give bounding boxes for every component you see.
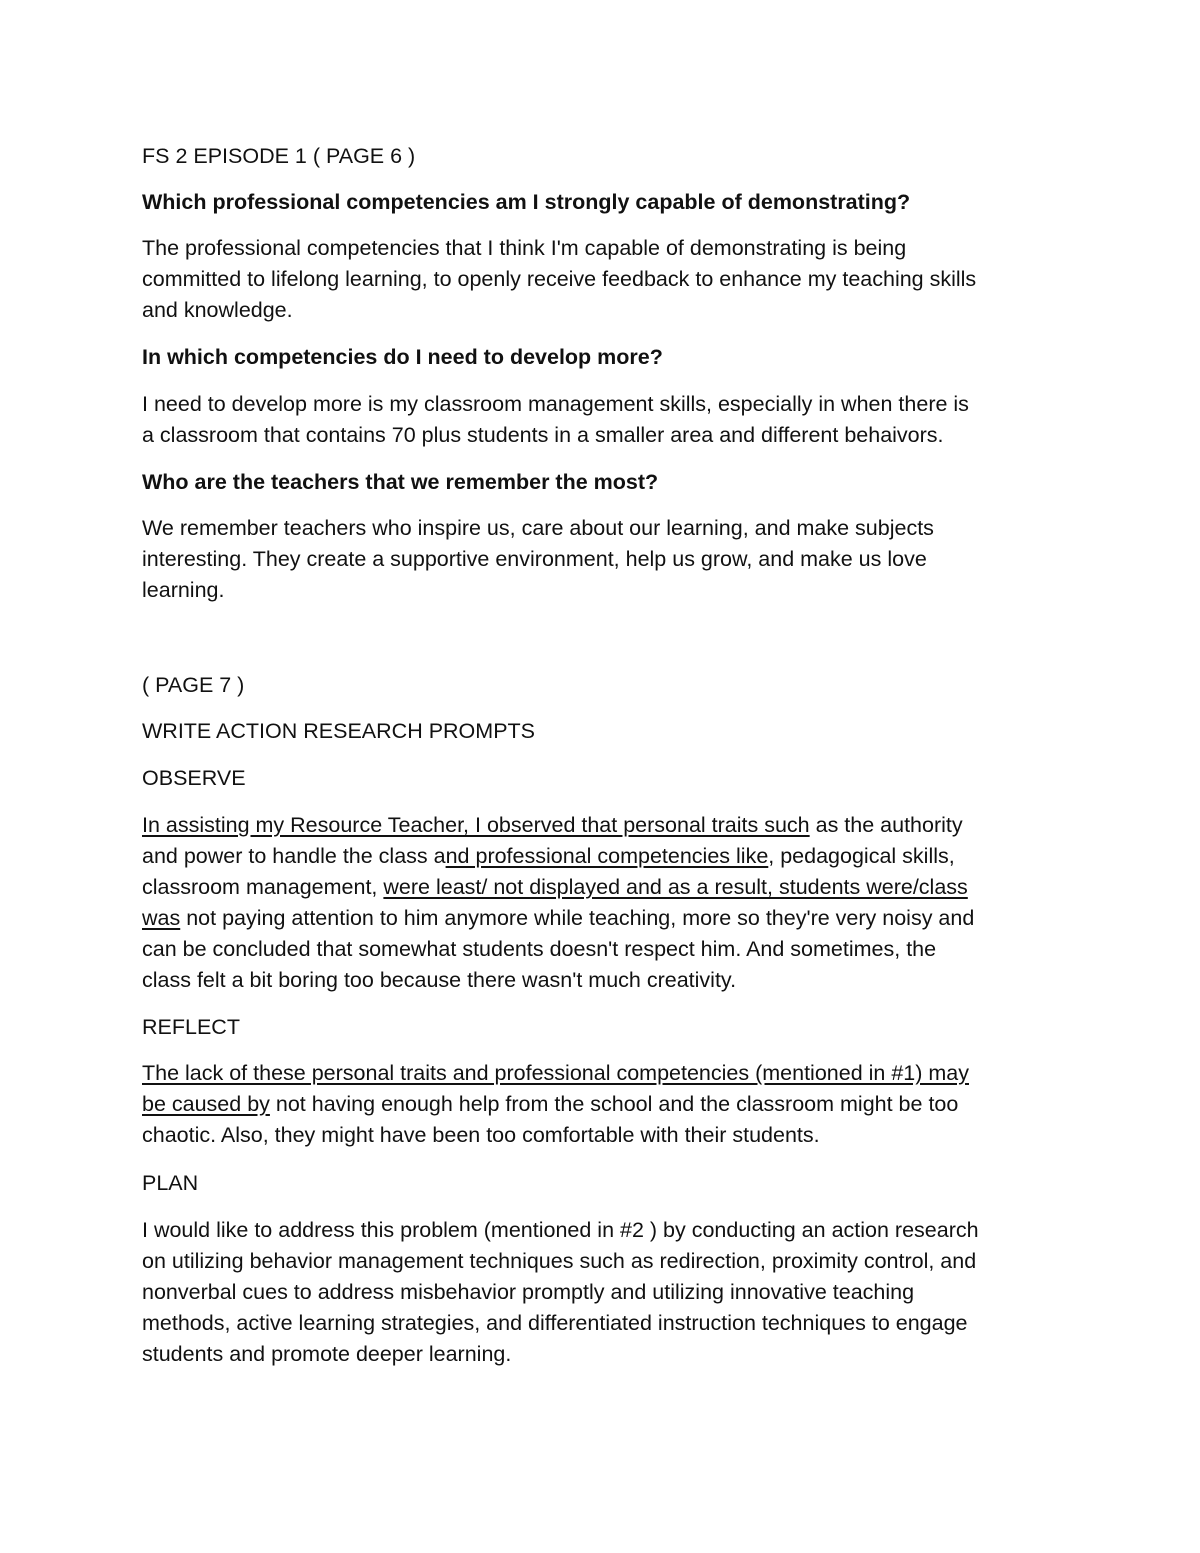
observe-line: class felt a bit boring too because there wasn't much creativity. — [142, 968, 737, 992]
plan-heading: PLAN — [142, 1171, 199, 1195]
plain-text: classroom management, — [142, 875, 384, 899]
observe-line — [142, 810, 1062, 841]
plan-line: students and promote deeper learning. — [142, 1342, 512, 1366]
observe-heading: OBSERVE — [142, 766, 246, 790]
plan-line: nonverbal cues to address misbehavior promptly and utilizing innovative teaching — [142, 1280, 915, 1304]
observe-line — [142, 903, 1062, 934]
underlined-text: In assisting my Resource Teacher, I observed that personal traits such — [142, 813, 810, 837]
answer-3-line: interesting. They create a supportive environment, help us grow, and make us love — [142, 547, 927, 571]
observe-line — [142, 841, 1062, 872]
answer-3 — [142, 513, 1062, 606]
answer-2-line: a classroom that contains 70 plus students in a smaller area and different behaivors. — [142, 423, 944, 447]
question-1: Which professional competencies am I strongly capable of demonstrating? — [142, 190, 911, 214]
answer-1-line: and knowledge. — [142, 298, 293, 322]
page-7-heading: ( PAGE 7 ) — [142, 673, 245, 697]
plan-line: methods, active learning strategies, and differentiated instruction techniques to engage — [142, 1311, 968, 1335]
plain-text: and power to handle the class a — [142, 844, 446, 868]
plain-text: not having enough help from the school and the classroom might be too — [269, 1092, 959, 1116]
reflect-text — [142, 1058, 1062, 1151]
plain-text: not paying attention to him anymore while teaching, more so they're very noisy and — [180, 906, 975, 930]
answer-2-line: I need to develop more is my classroom management skills, especially in when there is — [142, 392, 969, 416]
answer-1 — [142, 233, 1062, 326]
action-research-heading: WRITE ACTION RESEARCH PROMPTS — [142, 719, 536, 743]
plain-text: , pedagogical skills, — [768, 844, 955, 868]
observe-line: can be concluded that somewhat students doesn't respect him. And sometimes, the — [142, 937, 937, 961]
plan-line: on utilizing behavior management techniques such as redirection, proximity control, and — [142, 1249, 977, 1273]
answer-1-line: The professional competencies that I think I'm capable of demonstrating is being — [142, 236, 907, 260]
answer-1-line: committed to lifelong learning, to openly receive feedback to enhance my teaching skills — [142, 267, 977, 291]
observe-text — [142, 810, 1062, 996]
episode-heading: FS 2 EPISODE 1 ( PAGE 6 ) — [142, 144, 416, 168]
answer-3-line: learning. — [142, 578, 225, 602]
plan-line: I would like to address this problem (mentioned in #2 ) by conducting an action research — [142, 1218, 979, 1242]
reflect-line — [142, 1089, 1062, 1120]
reflect-heading: REFLECT — [142, 1015, 240, 1039]
plain-text: as the authority — [809, 813, 963, 837]
underlined-text: were least/ not displayed and as a result, students were/class — [383, 875, 968, 899]
observe-line — [142, 872, 1062, 903]
underlined-text: nd professional competencies like — [445, 844, 769, 868]
plan-text — [142, 1215, 1062, 1370]
reflect-line: chaotic. Also, they might have been too comfortable with their students. — [142, 1123, 820, 1147]
underlined-text: The lack of these personal traits and professional competencies (mentioned in #1) may — [142, 1061, 969, 1085]
underlined-text: be caused by — [142, 1092, 270, 1116]
answer-2 — [142, 389, 1062, 451]
reflect-line — [142, 1058, 1062, 1089]
underlined-text: was — [142, 906, 181, 930]
question-2: In which competencies do I need to develop more? — [142, 345, 663, 369]
answer-3-line: We remember teachers who inspire us, care about our learning, and make subjects — [142, 516, 934, 540]
question-3: Who are the teachers that we remember the most? — [142, 470, 659, 494]
